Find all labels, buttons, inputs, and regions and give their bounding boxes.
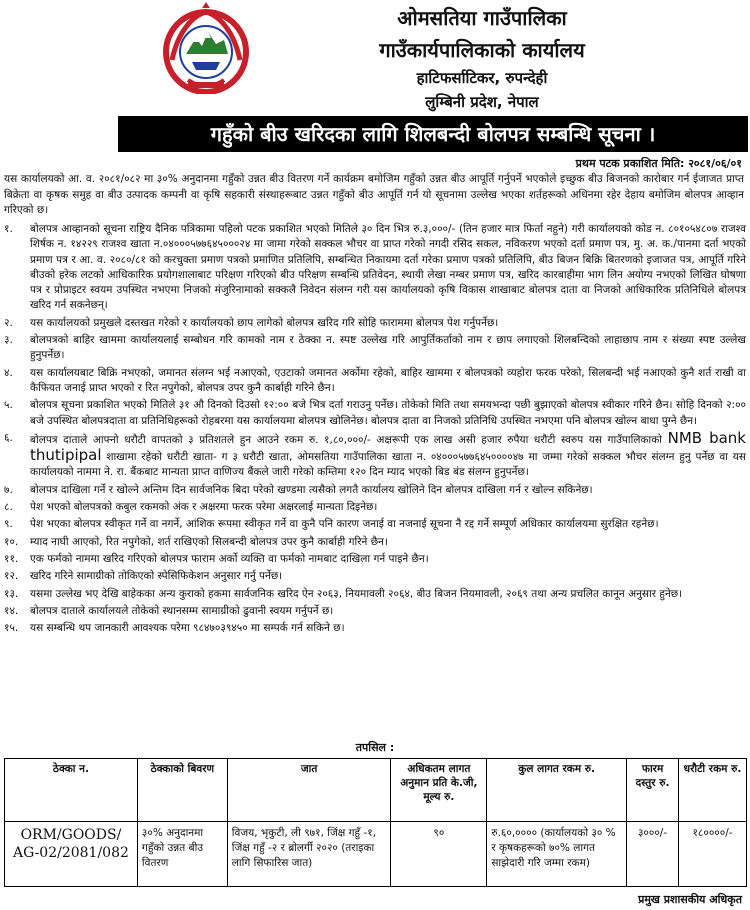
item-number: १.	[4, 223, 13, 235]
municipality-name: ओमसतिया गाउँपालिका	[397, 6, 567, 30]
office-address: हाटिफर्साटिकर, रुपन्देही	[416, 69, 548, 87]
contract-number: ORM/GOODS/ AG-02/2081/082	[5, 822, 138, 887]
condition-item	[4, 483, 746, 498]
condition-item	[4, 398, 746, 429]
item-text: बोलपत्र आव्हानको सूचना राष्ट्रिय दैनिक पत्रिकामा पहिलो पटक प्रकाशित भएको मितिले ३० दिन भित्र रु.३,०००/- (तिन हजार मात्र फिर्ता नहुने) गरी कार्यालयको कोड न. ८०१०५४८०७ राजश्व शिर्षक न. १४२२९ राजश्व खाता न.०४०००५७७६४५०००२४ मा जामा गरेको सक्कल भौचर वा प्राप्त गरेको नगदी रसिद सकल, नविकरण भएको दर्ता प्रमाण पत्र, मु. अ. क./पानमा दर्ता भएको प्रमाण पत्र र आ. व. २०८०/८१ को करचुक्ता प्रमाण पत्रको प्रमाणित प्रतिलिपि, सम्बन्धित निकायमा दर्ता गरेका प्रमाण पत्रको प्रतिलिपि, बीउ बिजन बिक्रि बितरणको इजाजत पत्र, आपूर्ति गरिने बीउको हरेक लटको आधिकारिक प्रयोगशालाबाट परिक्षण गरिएको बीउ परिक्षण सम्बन्धि प्रतिवेदन, स्थायी लेखा नम्बर प्रमाण पत्र, खरिद कारबाहीमा भाग लिन अयोग्य नभएको लिखित घोषणा पत्र र प्रोप्राइटर स्वयम उपस्थित नभएमा निजको मंजुरिनामाको सक्कलै निवेदन संलग्न गरी यस कार्यालयको कृषि विकास शाखाबाट बोलपत्र दाता वा निजको आधिकारिक प्रतिनिधिले बोलपत्र खरिद गर्न सकनेछन्।	[30, 223, 746, 312]
deposit-amount: १८००००/-	[679, 822, 747, 887]
condition-item	[4, 316, 746, 331]
tender-table	[4, 758, 747, 887]
table-row	[5, 822, 747, 887]
item-number: १५.	[4, 622, 19, 635]
item-number: ७.	[4, 483, 13, 496]
item-number: ११.	[4, 552, 19, 565]
item-text-part: बोलपत्र दाताले आफ्नो धरौटी वापतको ३ प्रतिशतले हुन आउने रकम रु. १,८०,०००/- अक्षरूपी एक लाख असी हजार रुपैया धरौटी स्वरुप यस गाउँपालिकाको	[30, 433, 668, 446]
item-text: बोलपत्र दाताले कार्यालयले तोकेको स्थानसम्म सामाग्रीको ढुवानी स्वयम गर्नुपर्ने छ।	[30, 604, 334, 617]
item-number: ४.	[4, 366, 13, 379]
item-text: बोलपत्र दाखिला गर्ने र खोल्ने अन्तिम दिन सार्वजनिक बिदा परेको खण्डमा त्यसैको लगतै कार्यालय खोलिने दिन बोलपत्र दाखिला गर्न र खोल्न सकिनेछ।	[30, 483, 593, 496]
item-number: १४.	[4, 604, 19, 617]
item-text: बोलपत्र सूचना प्रकाशित भएको मितिले ३१ औ दिनको दिउसो १२:०० बजे भित्र दर्ता गराउनु पर्नेछ। तोकेको मिति तथा समयभन्दा पछी बुझाएको बोलपत्र स्वीकार गरिने छैन। सोहि दिनको २:०० बजे उपस्थित बोलपत्रदाता वा प्रतिनिधिहरूको रोहबरमा यस कार्यालयमा बोलपत्र खोलिनेछ। बोलपत्र दाता वा निजको प्रतिनिधि उपस्थित नभएमा पनि बोलपत्र खोल्न बाधा पुग्ने छैन।	[30, 399, 746, 427]
column-header: अधिकतम लागत अनुमान प्रति के.जी, मूल्य रु.	[391, 759, 487, 822]
item-number: १३.	[4, 587, 19, 600]
item-number: ८.	[4, 501, 13, 514]
schedule-heading: तपसिल :	[355, 741, 395, 754]
item-number: ६.	[4, 431, 13, 444]
item-number: ९.	[4, 518, 13, 531]
column-header: जात	[227, 759, 391, 822]
total-cost: रु.६०,०००० (कार्यालयको ३० % र कृषकहरूको ७०% लागत साझेदारी गरि जम्मा रकम)	[487, 822, 627, 887]
signatory-title: प्रमुख प्रशासकीय अधिकृत	[638, 893, 742, 906]
column-header: फारम दस्तुर रु.	[627, 759, 679, 822]
item-text: म्याद नाघी आएको, रित नपुगेको, शर्त राखिएको सिलबन्दी बोलपत्र उपर कुनै कार्बाही गरिने छैन।	[30, 535, 388, 548]
nepal-government-emblem-icon	[158, 2, 254, 94]
column-header: धरौटी रकम रु.	[679, 759, 747, 822]
intro-paragraph: यस कार्यालयको आ. व. २०८१/०८२ मा ३०% अनुदानमा गहुँको उन्नत बीउ वितरण गर्ने कार्यक्रम बमोजिम गहुँको उन्नत बीउ आपूर्ति गर्नुपर्ने भएकोले इच्छुक बीउ बिजनको कारोबार गर्न ईजाजत प्राप्त बिक्रेता वा कृषक समुह वा बीउ उत्पादक कम्पनी वा कृषि सहकारी संस्थाहरूबाट उन्नत गहुँको बीउ आपूर्ति गर्न यो सूचनामा उल्लेख भएका शर्तहरूको अधिनमा रहेर देहाय बमोजिम बोलपत्र आव्हान गरिएको छ।	[4, 173, 744, 216]
seed-variety: विजय, भृकुटी, ली ९७१, जिंक्ष गहुँ -१, जिंक्ष गहुँ -२ र ब्रोलर्गी २०२० (तराइका लागि सिफारिस जात)	[227, 822, 391, 887]
item-number: १०.	[4, 535, 19, 548]
item-text: एक फर्मको नाममा खरिद गरिएको बोलपत्र फाराम अर्को व्यक्ति वा फर्मको नामबाट दाखिला गर्न पाइने छैन।	[30, 552, 429, 565]
condition-item	[4, 366, 746, 397]
item-text	[30, 428, 746, 481]
condition-item	[4, 333, 746, 364]
published-date: प्रथम पटक प्रकाशित मिति: २०८१/०६/०१	[575, 157, 742, 170]
item-text: यसमा उल्लेख भए देखि बाहेकका अन्य कुराको हकमा सार्वजनिक खरिद ऐन २०६३, नियमावली २०६४, बीउ बिजन नियमावली, २०६९ तथा अन्य प्रचलित कानून अनुसार हुनेछ।	[30, 587, 683, 600]
condition-item	[4, 500, 746, 515]
condition-item	[4, 569, 746, 584]
condition-item	[4, 222, 746, 314]
column-header: ठेक्का न.	[5, 759, 138, 822]
office-name: गाउँकार्यपालिकाको कार्यालय	[379, 38, 585, 62]
item-text: यस सम्बन्धि थप जानकारी आवश्यक परेमा ९८४७०३९४५० मा सम्पर्क गर्न सकिने छ।	[30, 622, 345, 635]
column-header: कुल लागत रकम रु.	[487, 759, 627, 822]
form-fee: ३०००/-	[627, 822, 679, 887]
item-text: यस कार्यालयको प्रमुखले दस्तखत गरेको र कार्यालयको छाप लागेको बोलपत्र खरिद गरि सोहि फाराममा बोलपत्र पेश गर्नुपर्नेछ।	[30, 316, 499, 329]
conditions-list	[4, 222, 746, 638]
item-text: खरिद गरिने सामाग्रीको तोकिएको स्पेसिफिकेशन अनुसार गर्नु पर्नेछ।	[30, 570, 283, 583]
item-number: २.	[4, 316, 13, 329]
notice-title-banner: गहुँको बीउ खरिदका लागि शिलबन्दी बोलपत्र सम्बन्धि सूचना ।	[118, 116, 748, 152]
province-country: लुम्बिनी प्रदेश, नेपाल	[425, 93, 539, 111]
condition-item	[4, 428, 746, 481]
item-number: १२.	[4, 570, 19, 583]
condition-item	[4, 621, 746, 636]
condition-item	[4, 535, 746, 550]
item-text: पेश भएको बोलपत्रको कबुल रकमको अंक र अक्षरमा फरक परेमा अक्षरलाई मान्यता दिइनेछ।	[30, 501, 378, 514]
item-text: बोलपत्रको बाहिर खाममा कार्यालयलाई सम्बोधन गरि कामको नाम र ठेक्का न. स्पष्ट उल्लेख गरि आपुर्तिकर्ताको नाम र छाप लगाएको शिलबन्दिको लाहाछाप नाम र संख्या स्पष्ट उल्लेख हुनुपर्नेछ।	[30, 334, 746, 362]
item-text: यस कार्यालयबाट बिक्रि नभएको, जमानत संलग्न भई नआएको, एउटाको जमानत अर्कोमा रहेको, बाहिर खाममा र बोलपत्रको व्यहोरा फरक परेको, सिलबन्दी भई नआएको कुनै शर्त राखी वा कैफियत जनाई प्राप्त भएको र रित नपुगेको, बोलपत्र उपर कुनै कार्बाही गरिने छैन।	[30, 366, 746, 394]
item-number: ३.	[4, 334, 13, 347]
condition-item	[4, 517, 746, 532]
condition-item	[4, 604, 746, 619]
contract-description: ३०% अनुदानमा गहुँको उन्नत बीउ वितरण	[137, 822, 227, 887]
column-header: ठेक्काको बिवरण	[137, 759, 227, 822]
item-number: ५.	[4, 399, 13, 412]
condition-item	[4, 552, 746, 567]
item-text-part: शाखामा रहेको धरौटी खाता- ग ३ धरौटी खाता, ओमसतिया गाउँपालिका खाता न. ०४०००५७७६४५००००४७ मा जम्मा गरेको सक्कल भौचर संलग्न हुनु पर्नेछ वा यस कार्यालयको नाममा ने. रा. बैंकबाट मान्यता प्राप्त वाणिज्य बैंकले जारी गरेको कम्तिमा १२० दिन म्याद भएको बिड बंड संलग्न हुनुपर्नेछ।	[30, 451, 746, 479]
condition-item	[4, 587, 746, 602]
table-header-row	[5, 759, 747, 822]
item-text: पेश भएका बोलपत्र स्वीकृत गर्ने वा नगर्ने, आंशिक रूपमा स्वीकृत गर्ने वा कुनै पनि कारण जनाई वा नजनाई सूचना नै रद्द गर्ने सम्पूर्ण अधिकार कार्यालयमा सुरक्षित रहनेछ।	[30, 518, 659, 531]
rate-per-kg: ९०	[391, 822, 487, 887]
bank-name: NMB bank thutipipal	[30, 428, 746, 465]
